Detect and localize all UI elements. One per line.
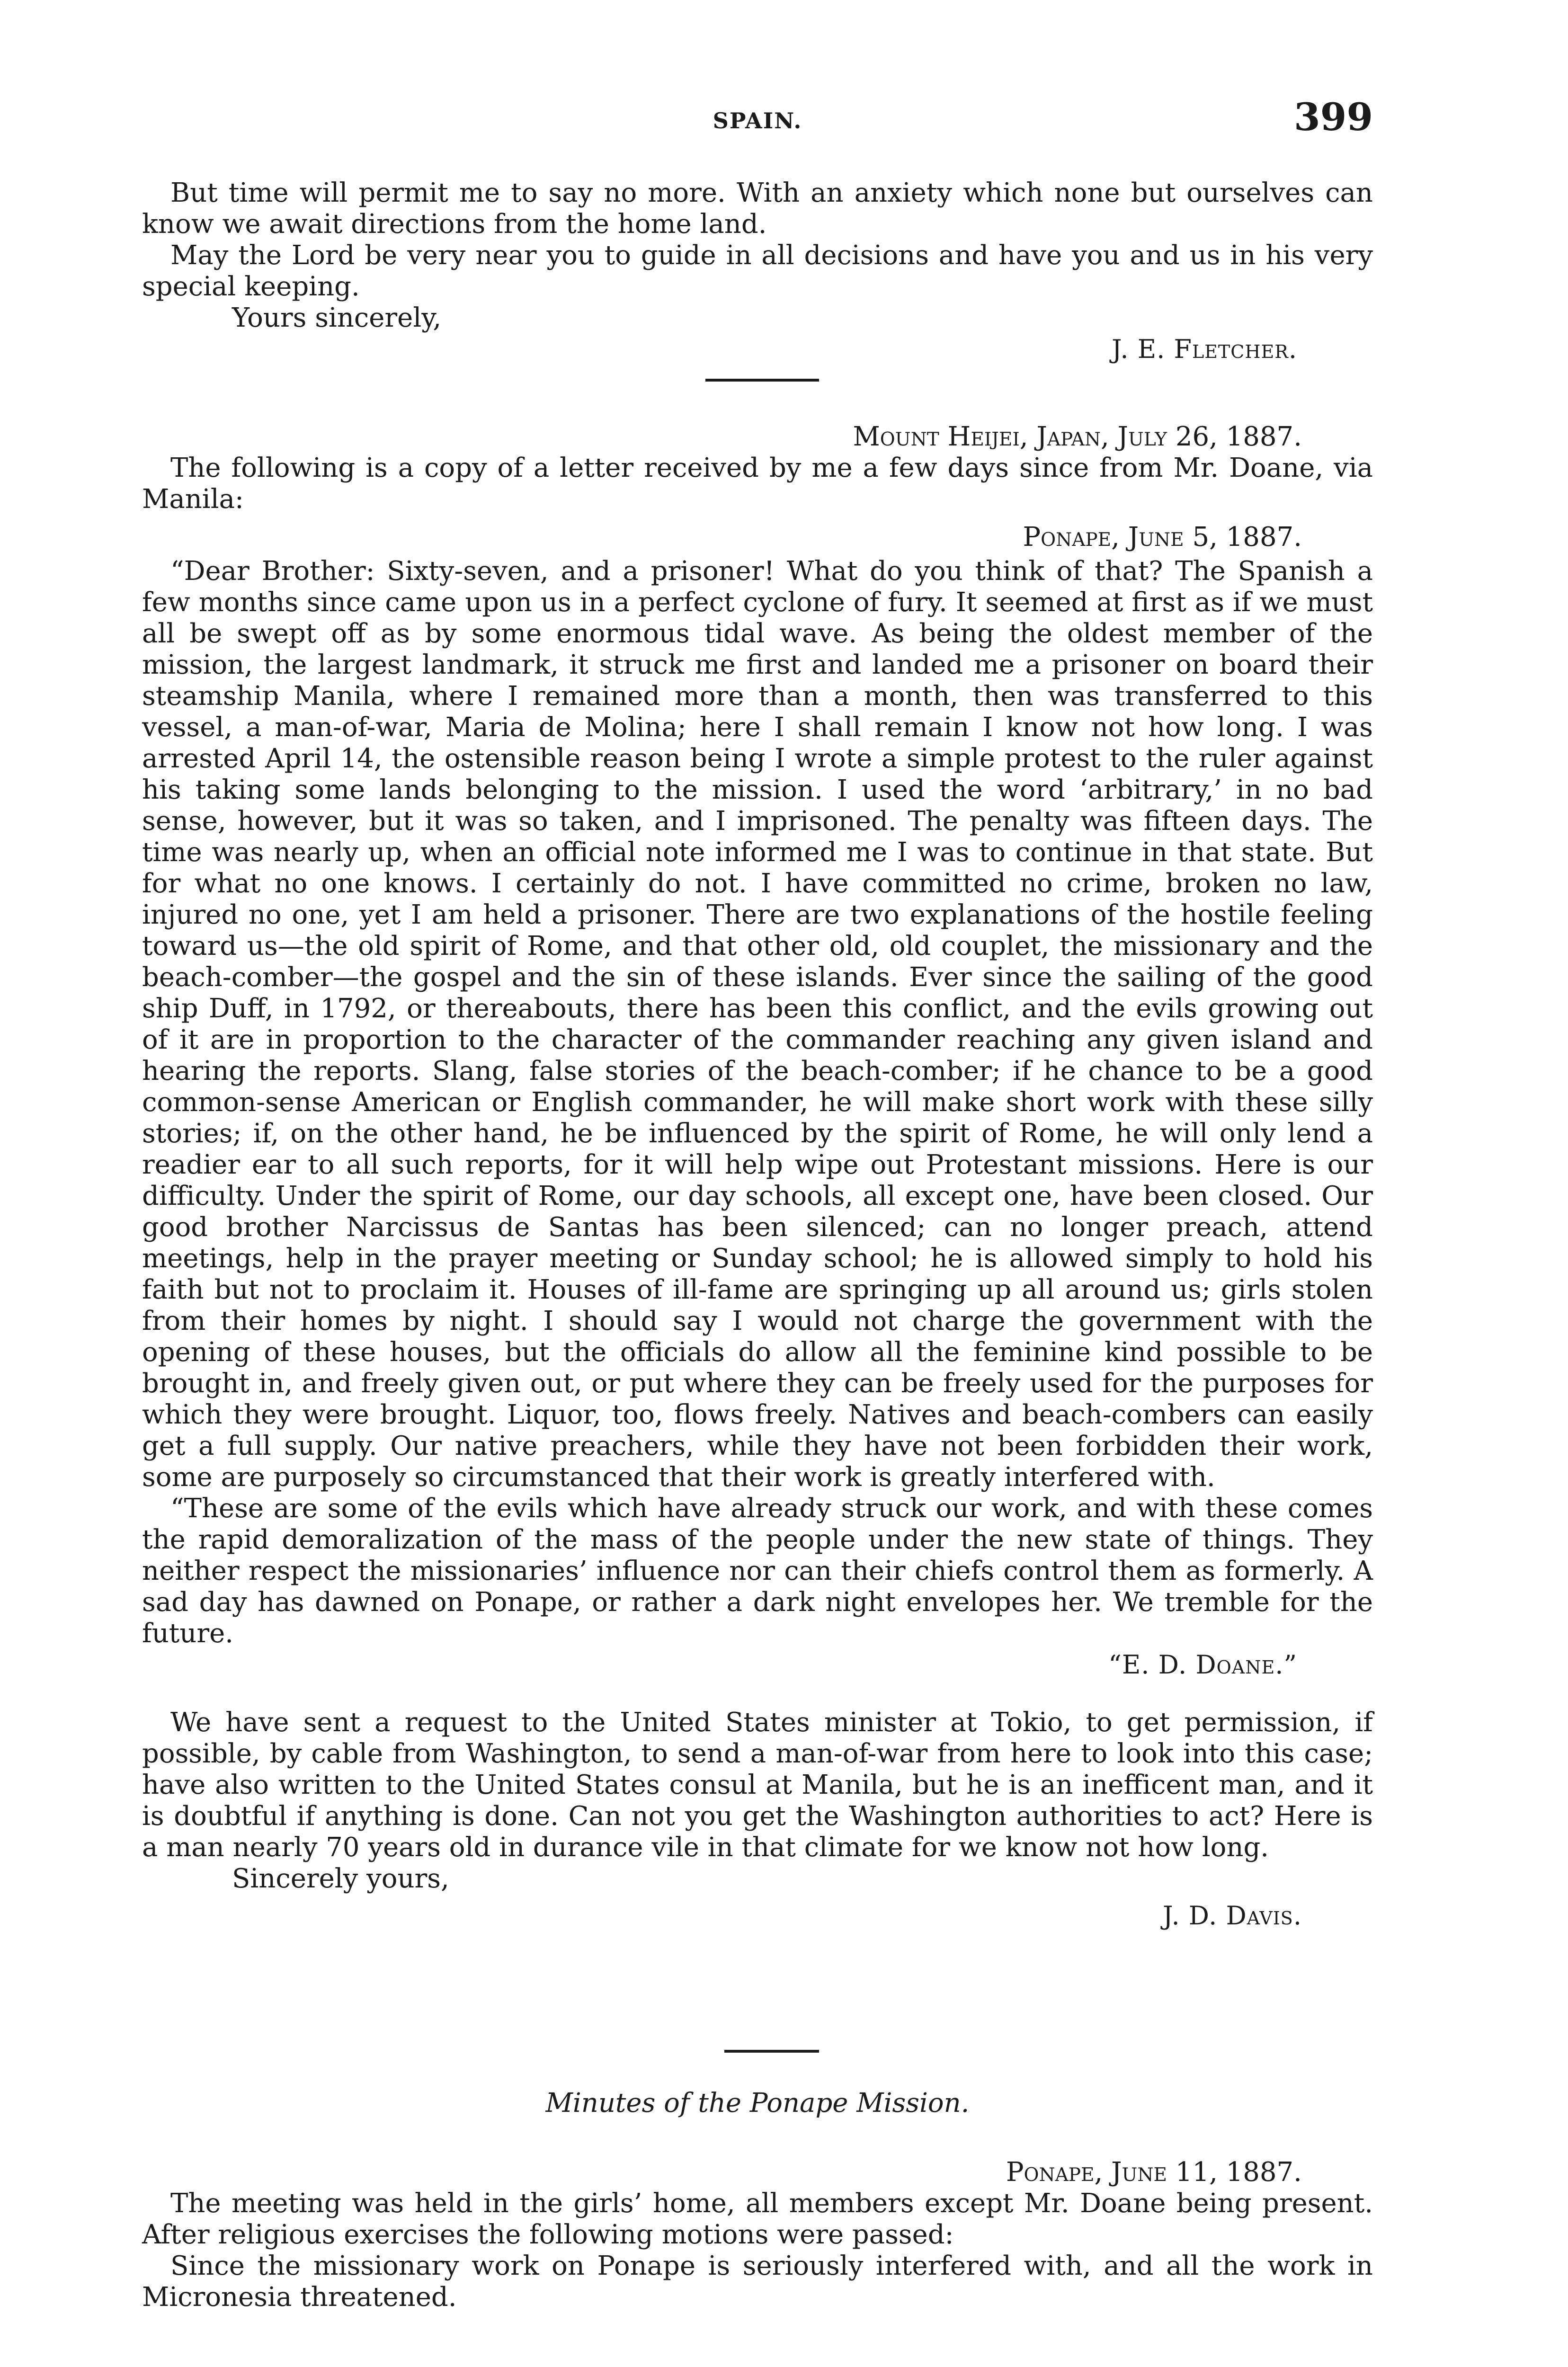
- page-number: 399: [1294, 95, 1373, 139]
- doane-signature: “E. D. Doane.”: [1108, 1650, 1297, 1680]
- fletcher-paragraph-2: May the Lord be very near you to guide in all decisions and have you and us in his very special keeping.: [142, 240, 1373, 302]
- davis-signature: J. D. Davis.: [1163, 1901, 1302, 1931]
- davis-letter: [142, 421, 1373, 1931]
- davis-closing: Sincerely yours,: [232, 1863, 449, 1894]
- running-head-title: SPAIN.: [713, 108, 802, 133]
- doane-dateline: Ponape, June 5, 1887.: [1023, 522, 1302, 552]
- fletcher-closing: Yours sincerely,: [232, 303, 442, 333]
- minutes-paragraph-1: The meeting was held in the girls’ home, all members except Mr. Doane being present. After religious exercises the following motions were passed:: [142, 2188, 1373, 2250]
- fletcher-signature: J. E. Fletcher.: [1111, 334, 1297, 364]
- minutes-paragraph-2: Since the missionary work on Ponape is seriously interfered with, and all the work in Micronesia threatened.: [142, 2251, 1373, 2313]
- davis-intro: The following is a copy of a letter received by me a few days since from Mr. Doane, via Manila:: [142, 453, 1373, 515]
- doane-paragraph-2: “These are some of the evils which have already struck our work, and with these comes the rapid demoralization of the mass of the people under the new state of things. They neither respect the missionaries’ influence nor can their chiefs control them as formerly. A sad day has dawned on Ponape, or rather a dark night envelopes her. We tremble for the future.: [142, 1493, 1373, 1649]
- fletcher-paragraph-1: But time will permit me to say no more. With an anxiety which none but ourselves can know we await directions from the home land.: [142, 178, 1373, 240]
- running-head: [142, 95, 1373, 147]
- minutes-section: [142, 2088, 1373, 2313]
- minutes-dateline: Ponape, June 11, 1887.: [1006, 2157, 1302, 2188]
- section-divider: [705, 379, 819, 382]
- davis-request-paragraph: We have sent a request to the United States minister at Tokio, to get permission, if possible, by cable from Washington, to send a man-of-war from here to look into this case; have also written to the United States consul at Manila, but he is an inefficent man, and it is doubtful if anything is done. Can not you get the Washington authorities to act? Here is a man nearly 70 years old in durance vile in that climate for we know not how long.: [142, 1707, 1373, 1863]
- minutes-heading: Minutes of the Ponape Mission.: [545, 2088, 970, 2118]
- davis-dateline: Mount Heijei, Japan, July 26, 1887.: [853, 421, 1302, 452]
- section-divider: [724, 2050, 819, 2053]
- doane-paragraph-1: “Dear Brother: Sixty-seven, and a prisoner! What do you think of that? The Spanish a few months since came upon us in a perfect cyclone of fury. It seemed at first as if we must all be swept off as by some enormous tidal wave. As being the oldest member of the mission, the largest landmark, it struck me first and landed me a prisoner on board their steamship Manila, where I remained more than a month, then was transferred to this vessel, a man-of-war, Maria de Molina; here I shall remain I know not how long. I was arrested April 14, the ostensible reason being I wrote a simple protest to the ruler against his taking some lands belonging to the mission. I used the word ‘arbitrary,’ in no bad sense, however, but it was so taken, and I imprisoned. The penalty was fifteen days. The time was nearly up, when an official note informed me I was to continue in that state. But for what no one knows. I certainly do not. I have committed no crime, broken no law, injured no one, yet I am held a prisoner. There are two explanations of the hostile feeling toward us—the old spirit of Rome, and that other old, old couplet, the missionary and the beach-comber—the gospel and the sin of these islands. Ever since the sailing of the good ship Duff, in 1792, or thereabouts, there has been this conflict, and the evils growing out of it are in proportion to the character of the commander reaching any given island and hearing the reports. Slang, false stories of the beach-comber; if he chance to be a good common-sense American or English commander, he will make short work with these silly stories; if, on the other hand, he be influenced by the spirit of Rome, he will only lend a readier ear to all such reports, for it will help wipe out Protestant missions. Here is our difficulty. Under the spirit of Rome, our day schools, all except one, have been closed. Our good brother Narcissus de Santas has been silenced; can no longer preach, attend meetings, help in the prayer meeting or Sunday school; he is allowed simply to hold his faith but not to proclaim it. Houses of ill-fame are springing up all around us; girls stolen from their homes by night. I should say I would not charge the government with the opening of these houses, but the officials do allow all the feminine kind possible to be brought in, and freely given out, or put where they can be freely used for the purposes for which they were brought. Liquor, too, flows freely. Natives and beach-combers can easily get a full supply. Our native preachers, while they have not been forbidden their work, some are purposely so circumstanced that their work is greatly interfered with.: [142, 556, 1373, 1493]
- fletcher-letter: [142, 178, 1373, 365]
